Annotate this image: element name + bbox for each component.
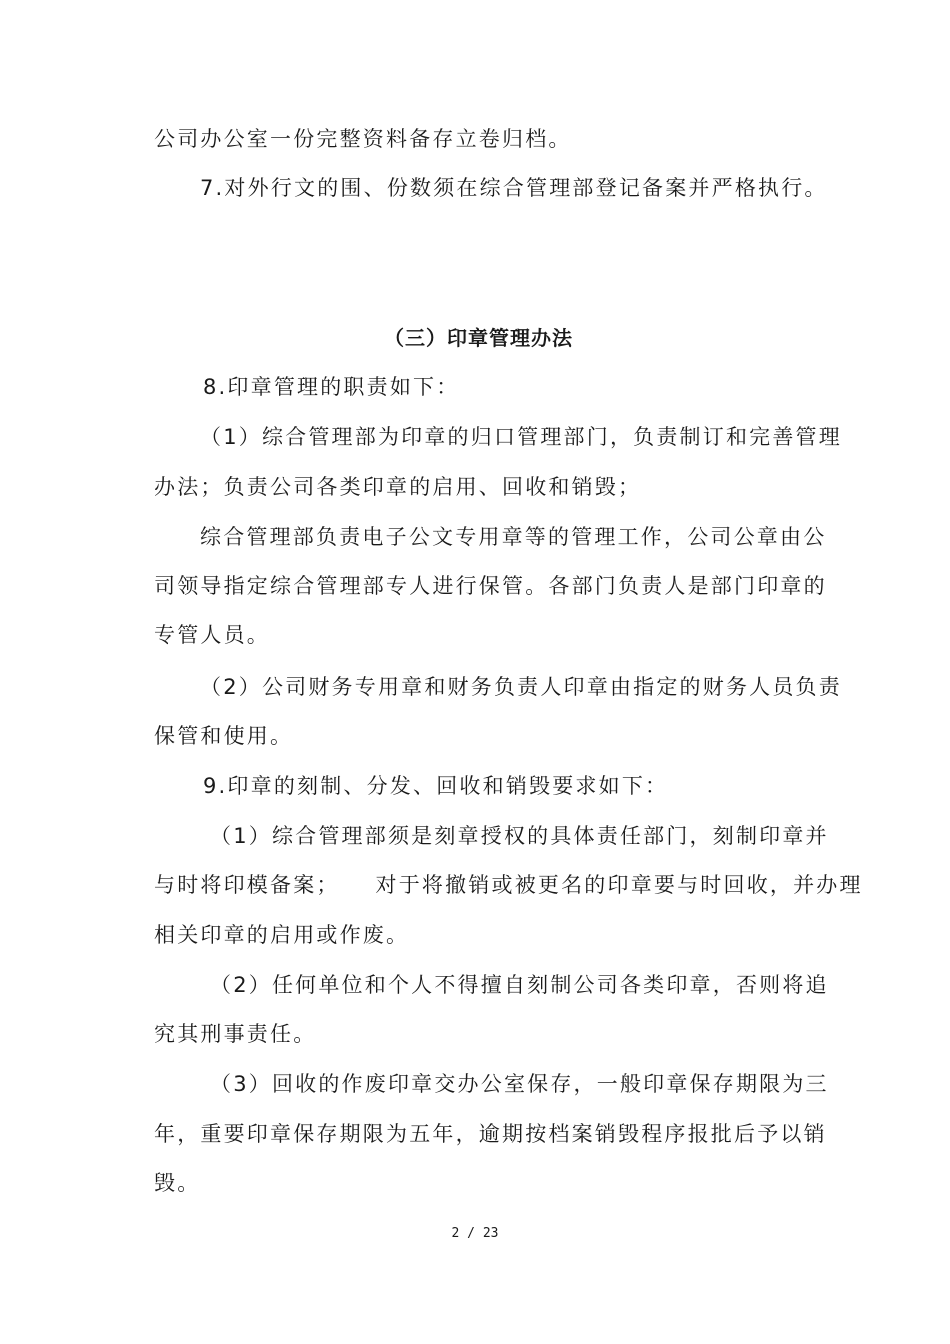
paragraph-line: 毁。 [154,1171,201,1195]
paragraph-line: （3）回收的作废印章交办公室保存，一般印章保存期限为三 [210,1072,829,1096]
paragraph-line: 8.印章管理的职责如下： [203,375,460,399]
paragraph-line: 与时将印模备案； 对于将撤销或被更名的印章要与时回收，并办理 [154,873,863,897]
section-heading: （三）印章管理办法 [384,326,573,350]
paragraph-line: （2）任何单位和个人不得擅自刻制公司各类印章，否则将追 [210,973,829,997]
paragraph-line: 年，重要印章保存期限为五年，逾期按档案销毁程序报批后予以销 [154,1122,827,1146]
paragraph-line: 办法；负责公司各类印章的启用、回收和销毁； [154,475,642,499]
paragraph-line: （1）综合管理部为印章的归口管理部门，负责制订和完善管理 [200,425,842,449]
paragraph-line: （1）综合管理部须是刻章授权的具体责任部门，刻制印章并 [210,824,829,848]
paragraph-line: 综合管理部负责电子公文专用章等的管理工作，公司公章由公 [200,525,827,549]
paragraph-line: 公司办公室一份完整资料备存立卷归档。 [154,127,572,151]
paragraph-line: 9.印章的刻制、分发、回收和销毁要求如下： [203,774,669,798]
paragraph-line: 保管和使用。 [154,724,294,748]
paragraph-line: 7.对外行文的围、份数须在综合管理部登记备案并严格执行。 [200,176,828,200]
paragraph-line: （2）公司财务专用章和财务负责人印章由指定的财务人员负责 [200,675,842,699]
paragraph-line: 司领导指定综合管理部专人进行保管。各部门负责人是部门印章的 [154,574,827,598]
paragraph-line: 专管人员。 [154,623,270,647]
paragraph-line: 相关印章的启用或作废。 [154,923,410,947]
paragraph-line: 究其刑事责任。 [154,1022,317,1046]
page-number: 2 / 23 [451,1226,499,1241]
